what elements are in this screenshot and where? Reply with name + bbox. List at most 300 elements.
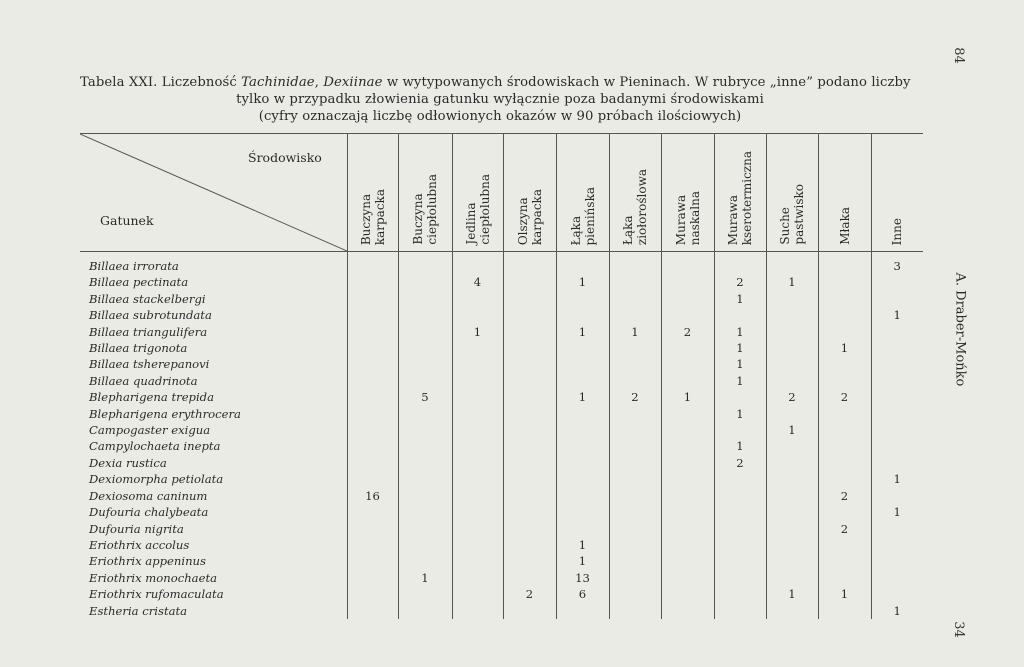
count-cell: 1: [714, 373, 766, 389]
count-cell: 1: [871, 471, 923, 487]
count-cell: [347, 570, 398, 586]
table-row: [80, 340, 923, 356]
count-cell: [818, 373, 871, 389]
count-cell: [714, 422, 766, 438]
column-header: [818, 134, 871, 252]
count-cell: [452, 570, 503, 586]
count-cell: [818, 307, 871, 323]
count-cell: [452, 406, 503, 422]
count-cell: 1: [452, 324, 503, 340]
count-cell: [714, 603, 766, 619]
count-cell: [503, 252, 556, 275]
species-name: Dexiosoma caninum: [89, 488, 208, 503]
count-cell: 3: [871, 252, 923, 275]
count-cell: 2: [661, 324, 714, 340]
count-cell: [398, 274, 452, 290]
count-cell: [766, 307, 818, 323]
count-cell: [766, 373, 818, 389]
count-cell: [609, 521, 661, 537]
count-cell: [398, 504, 452, 520]
count-cell: [609, 603, 661, 619]
count-cell: [347, 406, 398, 422]
count-cell: [714, 553, 766, 569]
count-cell: [503, 455, 556, 471]
count-cell: [398, 488, 452, 504]
column-header-label: Buczyna ciepłolubna: [411, 174, 439, 245]
count-cell: [818, 553, 871, 569]
count-cell: [609, 570, 661, 586]
count-cell: [398, 356, 452, 372]
count-cell: [871, 521, 923, 537]
column-header-label: Murawa kserotermiczna: [726, 150, 754, 245]
count-cell: [661, 356, 714, 372]
page-number: 84: [950, 47, 966, 64]
species-name: Eriothrix monochaeta: [89, 570, 218, 585]
count-cell: [347, 274, 398, 290]
count-cell: [452, 307, 503, 323]
count-cell: [871, 274, 923, 290]
count-cell: [661, 586, 714, 602]
column-header-label: Olszyna karpacka: [515, 188, 544, 245]
table-row: [80, 406, 923, 422]
count-cell: [398, 291, 452, 307]
column-header: [609, 134, 661, 252]
count-cell: [818, 324, 871, 340]
column-header-label: Młaka: [837, 207, 852, 245]
count-cell: [609, 438, 661, 454]
count-cell: [556, 406, 609, 422]
count-cell: [871, 291, 923, 307]
count-cell: 1: [714, 324, 766, 340]
species-name: Blepharigena trepida: [89, 390, 215, 405]
caption-taxon: Tachinidae: [241, 75, 315, 90]
count-cell: [398, 373, 452, 389]
count-cell: [347, 340, 398, 356]
data-table: [80, 133, 923, 619]
count-cell: [714, 488, 766, 504]
count-cell: 2: [818, 521, 871, 537]
species-name: Campogaster exigua: [89, 423, 211, 438]
count-cell: 1: [661, 389, 714, 405]
caption-line-2: tylko w przypadku złowienia gatunku wyłącznie poza badanymi środowiskami: [236, 92, 764, 107]
count-cell: [398, 406, 452, 422]
count-cell: [503, 570, 556, 586]
count-cell: [766, 324, 818, 340]
table-row: [80, 488, 923, 504]
count-cell: [347, 537, 398, 553]
count-cell: [661, 603, 714, 619]
count-cell: [347, 603, 398, 619]
count-cell: [609, 537, 661, 553]
count-cell: 1: [766, 274, 818, 290]
table-row: [80, 307, 923, 323]
count-cell: [452, 537, 503, 553]
species-name: Eriothrix appeninus: [89, 554, 206, 569]
column-header: [398, 134, 452, 252]
count-cell: [452, 471, 503, 487]
count-cell: [556, 291, 609, 307]
count-cell: 1: [398, 570, 452, 586]
count-cell: [766, 521, 818, 537]
side-page-number: 34: [950, 621, 966, 638]
species-name: Billaea quadrinota: [89, 373, 198, 388]
caption-text: w wytypowanych środowiskach w Pieninach. W rubryce „inne” podano liczby: [382, 75, 911, 90]
count-cell: [503, 537, 556, 553]
count-cell: [503, 389, 556, 405]
count-cell: [503, 521, 556, 537]
author-name: A. Draber-Mońko: [952, 272, 968, 387]
column-header: [714, 134, 766, 252]
count-cell: [452, 422, 503, 438]
count-cell: [347, 455, 398, 471]
species-name: Dexiomorpha petiolata: [89, 472, 224, 487]
count-cell: [609, 455, 661, 471]
count-cell: [609, 340, 661, 356]
count-cell: 1: [714, 340, 766, 356]
count-cell: [871, 406, 923, 422]
count-cell: [556, 488, 609, 504]
count-cell: [503, 406, 556, 422]
count-cell: 1: [556, 324, 609, 340]
count-cell: [398, 438, 452, 454]
caption-taxon: Dexiinae: [323, 75, 383, 90]
count-cell: [766, 570, 818, 586]
count-cell: 1: [714, 356, 766, 372]
count-cell: [556, 356, 609, 372]
count-cell: [609, 488, 661, 504]
count-cell: [818, 471, 871, 487]
count-cell: 2: [766, 389, 818, 405]
column-header: [556, 134, 609, 252]
count-cell: [452, 252, 503, 275]
count-cell: [347, 291, 398, 307]
table-row: [80, 324, 923, 340]
count-cell: [661, 252, 714, 275]
count-cell: [661, 455, 714, 471]
species-name: Billaea subrotundata: [89, 308, 212, 323]
table-row: [80, 471, 923, 487]
count-cell: [398, 252, 452, 275]
count-cell: [503, 307, 556, 323]
count-cell: [766, 504, 818, 520]
count-cell: [766, 537, 818, 553]
count-cell: [452, 291, 503, 307]
table-caption: [80, 74, 920, 125]
count-cell: [398, 422, 452, 438]
count-cell: [871, 455, 923, 471]
count-cell: [871, 422, 923, 438]
count-cell: [871, 586, 923, 602]
count-cell: [347, 471, 398, 487]
count-cell: 1: [871, 307, 923, 323]
count-cell: [714, 521, 766, 537]
caption-line-1: [80, 74, 920, 91]
column-header: [503, 134, 556, 252]
species-name: Dufouria nigrita: [89, 521, 184, 536]
count-cell: [661, 291, 714, 307]
table-row: [80, 603, 923, 619]
count-cell: 1: [609, 324, 661, 340]
count-cell: [503, 488, 556, 504]
count-cell: [766, 356, 818, 372]
count-cell: [452, 586, 503, 602]
column-header: [347, 134, 398, 252]
count-cell: [398, 455, 452, 471]
species-name: Campylochaeta inepta: [89, 439, 221, 454]
count-cell: [347, 356, 398, 372]
count-cell: [347, 373, 398, 389]
table-row: [80, 455, 923, 471]
count-cell: [398, 471, 452, 487]
count-cell: [609, 291, 661, 307]
table-row: [80, 389, 923, 405]
count-cell: [714, 252, 766, 275]
count-cell: [398, 537, 452, 553]
count-cell: [556, 455, 609, 471]
count-cell: [503, 438, 556, 454]
count-cell: 1: [818, 340, 871, 356]
species-name: Dufouria chalybeata: [89, 505, 209, 520]
count-cell: [766, 455, 818, 471]
count-cell: [766, 406, 818, 422]
count-cell: 1: [556, 389, 609, 405]
count-cell: 5: [398, 389, 452, 405]
column-header: [661, 134, 714, 252]
count-cell: 2: [714, 274, 766, 290]
count-cell: [452, 340, 503, 356]
count-cell: [871, 570, 923, 586]
count-cell: [661, 307, 714, 323]
table-row: [80, 356, 923, 372]
count-cell: [503, 291, 556, 307]
count-cell: [503, 504, 556, 520]
table-row: [80, 373, 923, 389]
count-cell: [661, 570, 714, 586]
table-row: [80, 553, 923, 569]
count-cell: [347, 504, 398, 520]
count-cell: [347, 389, 398, 405]
column-header-label: Murawa naskalna: [673, 190, 702, 245]
count-cell: [452, 603, 503, 619]
count-cell: [556, 603, 609, 619]
count-cell: [818, 291, 871, 307]
column-header: [766, 134, 818, 252]
count-cell: 1: [714, 291, 766, 307]
caption-text: ,: [314, 75, 324, 90]
count-cell: [452, 373, 503, 389]
count-cell: 2: [818, 389, 871, 405]
table-row: [80, 521, 923, 537]
count-cell: [609, 307, 661, 323]
count-cell: 16: [347, 488, 398, 504]
count-cell: 4: [452, 274, 503, 290]
count-cell: [556, 252, 609, 275]
count-cell: [609, 504, 661, 520]
count-cell: [766, 438, 818, 454]
count-cell: [503, 553, 556, 569]
count-cell: [871, 488, 923, 504]
count-cell: [818, 603, 871, 619]
count-cell: [609, 586, 661, 602]
count-cell: 1: [766, 422, 818, 438]
count-cell: [503, 340, 556, 356]
count-cell: [714, 570, 766, 586]
count-cell: [452, 488, 503, 504]
count-cell: 2: [609, 389, 661, 405]
count-cell: [556, 438, 609, 454]
count-cell: [818, 422, 871, 438]
count-cell: [609, 373, 661, 389]
column-header-label: Inne: [890, 217, 905, 245]
count-cell: [398, 521, 452, 537]
count-cell: [609, 274, 661, 290]
count-cell: 1: [556, 553, 609, 569]
count-cell: [398, 324, 452, 340]
count-cell: [871, 356, 923, 372]
count-cell: [503, 274, 556, 290]
count-cell: [818, 406, 871, 422]
species-name: Billaea trigonota: [89, 341, 188, 356]
count-cell: [661, 406, 714, 422]
count-cell: 2: [503, 586, 556, 602]
count-cell: [452, 521, 503, 537]
count-cell: [871, 373, 923, 389]
count-cell: [871, 553, 923, 569]
count-cell: [609, 422, 661, 438]
count-cell: [347, 422, 398, 438]
count-cell: [661, 373, 714, 389]
count-cell: 2: [818, 488, 871, 504]
count-cell: [452, 438, 503, 454]
count-cell: [661, 504, 714, 520]
count-cell: [347, 586, 398, 602]
column-header-label: Łąka pienińska: [568, 186, 597, 245]
table-row: [80, 422, 923, 438]
count-cell: [766, 603, 818, 619]
count-cell: 1: [871, 603, 923, 619]
count-cell: 1: [714, 438, 766, 454]
count-cell: [766, 471, 818, 487]
count-cell: [661, 553, 714, 569]
count-cell: [398, 340, 452, 356]
count-cell: [714, 504, 766, 520]
species-name: Billaea triangulifera: [89, 324, 208, 339]
count-cell: [556, 422, 609, 438]
species-name: Eriothrix rufomaculata: [89, 587, 224, 602]
count-cell: [714, 389, 766, 405]
count-cell: [766, 488, 818, 504]
count-cell: [766, 252, 818, 275]
count-cell: [766, 553, 818, 569]
count-cell: [556, 471, 609, 487]
count-cell: [766, 291, 818, 307]
count-cell: [871, 438, 923, 454]
count-cell: [556, 504, 609, 520]
count-cell: [609, 252, 661, 275]
column-header-label: Buczyna karpacka: [358, 188, 387, 245]
count-cell: [818, 504, 871, 520]
count-cell: [347, 324, 398, 340]
count-cell: [503, 324, 556, 340]
count-cell: [661, 537, 714, 553]
count-cell: [556, 307, 609, 323]
count-cell: [503, 471, 556, 487]
count-cell: [452, 389, 503, 405]
count-cell: [714, 537, 766, 553]
count-cell: [661, 488, 714, 504]
count-cell: [714, 307, 766, 323]
count-cell: [452, 455, 503, 471]
count-cell: [609, 406, 661, 422]
table-row: [80, 274, 923, 290]
column-header: [871, 134, 923, 252]
count-cell: [347, 553, 398, 569]
count-cell: [661, 438, 714, 454]
count-cell: [818, 356, 871, 372]
count-cell: [347, 521, 398, 537]
count-cell: [871, 324, 923, 340]
count-cell: [347, 307, 398, 323]
count-cell: [398, 586, 452, 602]
count-cell: [818, 252, 871, 275]
count-cell: 1: [871, 504, 923, 520]
count-cell: [818, 274, 871, 290]
count-cell: [503, 356, 556, 372]
count-cell: [609, 471, 661, 487]
count-cell: [871, 340, 923, 356]
species-name: Billaea irrorata: [89, 259, 179, 273]
count-cell: [398, 603, 452, 619]
count-cell: [398, 307, 452, 323]
corner-header: [80, 134, 347, 252]
count-cell: [556, 340, 609, 356]
table-row: [80, 586, 923, 602]
count-cell: [609, 553, 661, 569]
table-row: [80, 438, 923, 454]
count-cell: [452, 356, 503, 372]
species-label: Gatunek: [100, 213, 154, 228]
species-name: Billaea pectinata: [89, 275, 189, 290]
table-row: [80, 537, 923, 553]
count-cell: 6: [556, 586, 609, 602]
count-cell: 1: [556, 274, 609, 290]
count-cell: [714, 586, 766, 602]
species-name: Estheria cristata: [89, 603, 188, 618]
count-cell: [661, 422, 714, 438]
count-cell: [556, 373, 609, 389]
count-cell: [661, 521, 714, 537]
column-header-label: Suche pastwisko: [778, 184, 806, 245]
species-name: Billaea tsherepanovi: [89, 357, 210, 372]
count-cell: [661, 340, 714, 356]
table-body: [80, 252, 923, 619]
count-cell: [661, 274, 714, 290]
species-name: Dexia rustica: [89, 455, 167, 470]
count-cell: [818, 537, 871, 553]
count-cell: [661, 471, 714, 487]
count-cell: [503, 603, 556, 619]
count-cell: 1: [556, 537, 609, 553]
table-row: [80, 252, 923, 275]
count-cell: [347, 252, 398, 275]
count-cell: [503, 373, 556, 389]
count-cell: [556, 521, 609, 537]
count-cell: [818, 455, 871, 471]
count-cell: [452, 553, 503, 569]
species-name: Billaea stackelbergi: [89, 291, 206, 306]
column-header-label: Łąka ziołoroślowa: [621, 168, 649, 245]
caption-text: Tabela XXI. Liczebność: [80, 75, 242, 90]
